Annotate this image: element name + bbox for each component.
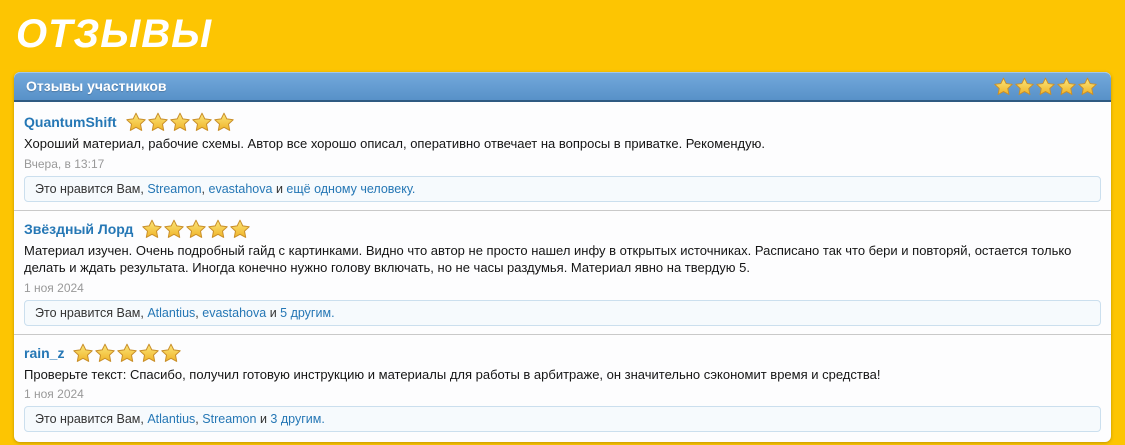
review-username-link[interactable]: QuantumShift [24,114,117,130]
star-icon [139,343,159,363]
likes-prefix: Это нравится Вам, [35,412,144,427]
likes-box [24,406,1101,432]
review-text: Проверьте текст: Спасибо, получил готовую инструкцию и материалы для работы в арбитраже, он значительно сэкономит время и средства! [24,366,881,382]
star-icon [230,219,250,239]
review-item [24,343,1101,433]
likes-separator: , [195,305,199,320]
star-icon [1036,77,1055,96]
likes-more-link[interactable]: 3 другим. [270,412,325,427]
review-divider [14,334,1111,335]
likes-more-link[interactable]: ещё одному человеку. [286,181,416,196]
reviews-panel-header [14,72,1111,102]
star-icon [214,112,234,132]
likes-box [24,176,1101,202]
header-rating-stars [994,77,1099,96]
review-rating-stars [142,219,252,239]
star-icon [164,219,184,239]
reviews-header-title: Отзывы участников [26,78,167,94]
star-icon [994,77,1013,96]
review-date: 1 ноя 2024 [24,387,84,402]
star-icon [161,343,181,363]
likes-connector: и [275,181,283,196]
likes-more-link[interactable]: 5 другим. [280,305,335,320]
review-rating-stars [73,343,183,363]
star-icon [142,219,162,239]
star-icon [117,343,137,363]
likes-user-link[interactable]: Streamon [147,181,202,196]
likes-prefix: Это нравится Вам, [35,305,144,320]
page-title: ОТЗЫВЫ [16,12,213,56]
review-head [24,343,1101,363]
star-icon [95,343,115,363]
likes-separator: , [201,181,206,196]
star-icon [170,112,190,132]
likes-user-link[interactable]: evastahova [202,305,267,320]
likes-user-link[interactable]: Atlantius [147,305,196,320]
star-icon [208,219,228,239]
star-icon [1078,77,1097,96]
likes-connector: и [259,412,267,427]
reviews-list [14,102,1111,442]
review-head [24,219,1101,239]
star-icon [126,112,146,132]
reviews-panel [14,72,1111,442]
star-icon [73,343,93,363]
likes-separator: , [195,412,199,427]
star-icon [1015,77,1034,96]
review-date: 1 ноя 2024 [24,280,84,295]
review-divider [14,210,1111,211]
review-date: Вчера, в 13:17 [24,156,105,171]
review-head [24,112,1101,132]
review-rating-stars [126,112,236,132]
likes-user-link[interactable]: evastahova [208,181,273,196]
likes-user-link[interactable]: Atlantius [147,412,196,427]
review-text: Хороший материал, рабочие схемы. Автор все хорошо описал, оперативно отвечает на вопросы в приватке. Рекомендую. [24,136,765,151]
review-username-link[interactable]: Звёздный Лорд [24,220,134,237]
star-icon [148,112,168,132]
star-icon [186,219,206,239]
likes-user-link[interactable]: Streamon [202,412,257,427]
review-item [24,219,1101,326]
review-username-link[interactable]: rain_z [24,344,65,361]
likes-prefix: Это нравится Вам, [35,181,144,196]
star-icon [1057,77,1076,96]
likes-connector: и [269,305,277,320]
review-item [24,112,1101,202]
likes-box [24,300,1101,326]
star-icon [192,112,212,132]
review-text: Материал изучен. Очень подробный гайд с картинками. Видно что автор не просто нашел инфу в открытых источниках. Расписано так что бери и повторяй, остается только делать и ждать результата. Иногда конечно нужно голову включать, но не часы раздумья. Материал явно на твердую 5. [24,242,1072,276]
